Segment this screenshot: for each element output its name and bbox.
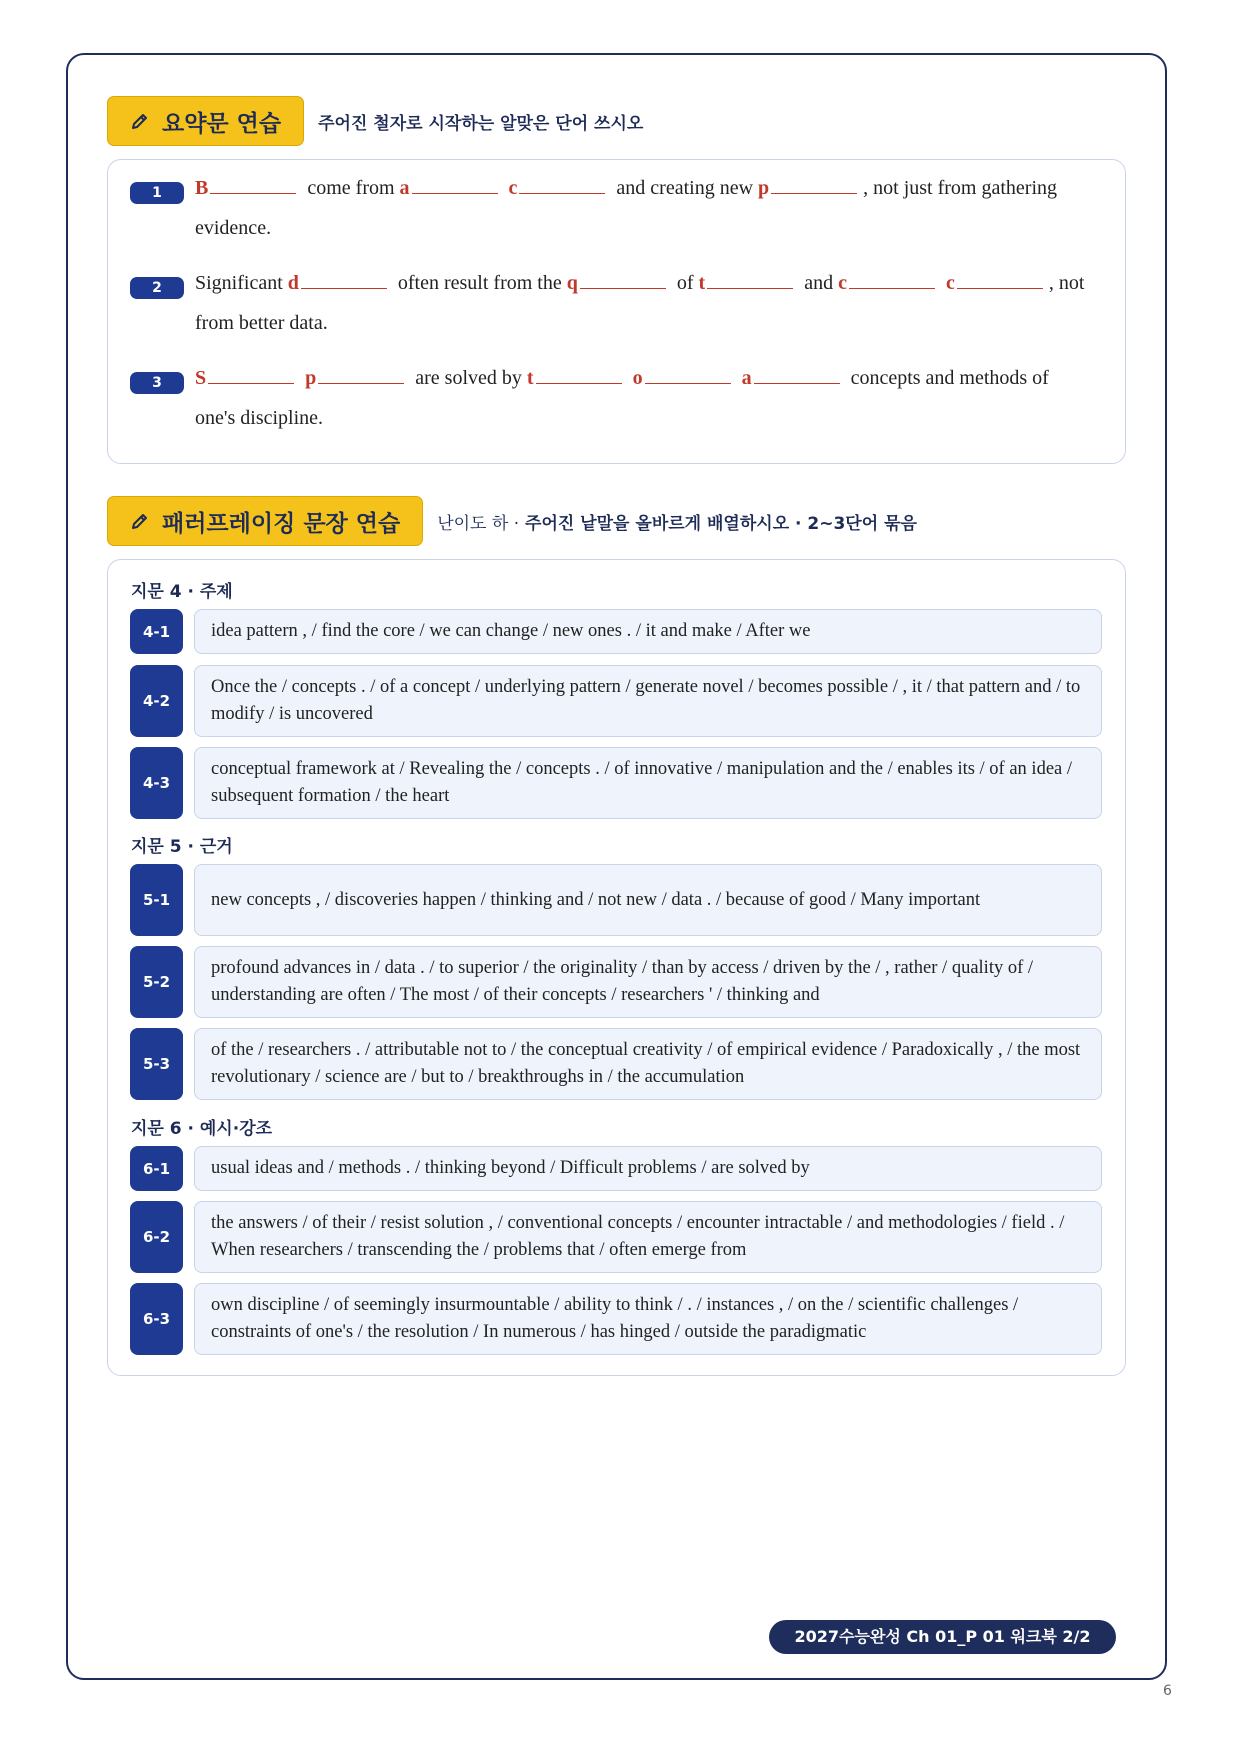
blank-field[interactable] (210, 171, 296, 194)
sentence-text: often result from the (397, 272, 562, 294)
item-number: 1 (130, 182, 184, 204)
summary-sentence (195, 263, 1105, 343)
page-number: 6 (1163, 1683, 1172, 1699)
sentence-text: evidence. (195, 217, 272, 239)
paraphrase-row (130, 1201, 1102, 1273)
group-title: 지문 6 · 예시·강조 (131, 1119, 273, 1139)
sentence-text: of (676, 272, 694, 294)
pencil-icon (130, 111, 150, 131)
initial-letter: a (399, 177, 410, 199)
initial-letter: o (632, 367, 643, 389)
initial-letter: q (566, 272, 578, 294)
summary-sentence (195, 358, 1105, 438)
initial-letter: p (305, 367, 317, 389)
sentence-text: come from (307, 177, 395, 199)
paraphrase-instruction (437, 509, 917, 534)
summary-section-tag (107, 96, 304, 146)
blank-field[interactable] (412, 171, 498, 194)
group-title: 지문 5 · 근거 (131, 837, 233, 857)
footer-badge: 2027수능완성 Ch 01_P 01 워크북 2/2 (769, 1620, 1116, 1654)
word-chunks: new concepts , / discoveries happen / thinking and / not new / data . / because of good / Many important (194, 864, 1102, 936)
blank-field[interactable] (754, 361, 840, 384)
initial-letter: c (838, 272, 847, 294)
initial-letter: a (741, 367, 752, 389)
paraphrase-row (130, 747, 1102, 819)
word-chunks: Once the / concepts . / of a concept / underlying pattern / generate novel / becomes possible / , it / that pattern and / to modify / is uncovered (194, 665, 1102, 737)
blank-field[interactable] (318, 361, 404, 384)
blank-field[interactable] (771, 171, 857, 194)
initial-letter: d (287, 272, 299, 294)
summary-instruction: 주어진 철자로 시작하는 알맞은 단어 쓰시오 (318, 113, 644, 134)
sentence-text: and (804, 272, 834, 294)
blank-field[interactable] (849, 266, 935, 289)
sentence-text: concepts and methods of (850, 367, 1049, 389)
difficulty-label: 난이도 하 · (437, 513, 520, 534)
summary-box (107, 159, 1126, 464)
blank-field[interactable] (208, 361, 294, 384)
paraphrase-row (130, 1283, 1102, 1355)
summary-section-header (107, 95, 643, 147)
word-chunks: conceptual framework at / Revealing the / concepts . / of innovative / manipulation and the / enables its / of an idea / subsequent formation / the heart (194, 747, 1102, 819)
word-chunks: profound advances in / data . / to superior / the originality / than by access / driven by the / , rather / quality of / understanding are often / The most / of their concepts / researchers ' / thinking and (194, 946, 1102, 1018)
row-number: 4-1 (130, 609, 183, 654)
instruction-text: 주어진 낱말을 올바르게 배열하시오 · 2~3단어 묶음 (525, 513, 917, 534)
sentence-text: one's discipline. (195, 407, 324, 429)
word-chunks: own discipline / of seemingly insurmountable / ability to think / . / instances , / on the / scientific challenges / constraints of one's / the resolution / In numerous / has hinged / outside the paradigmatic (194, 1283, 1102, 1355)
initial-letter: c (945, 272, 955, 294)
blank-field[interactable] (707, 266, 793, 289)
item-number: 3 (130, 372, 184, 394)
blank-field[interactable] (536, 361, 622, 384)
paraphrase-row (130, 609, 1102, 654)
initial-letter: B (195, 177, 209, 199)
sentence-text: Significant (195, 272, 283, 294)
initial-letter: S (195, 367, 207, 389)
blank-field[interactable] (519, 171, 605, 194)
sentence-text: , not just from gathering (863, 177, 1058, 199)
paraphrase-row (130, 665, 1102, 737)
word-chunks: idea pattern , / find the core / we can change / new ones . / it and make / After we (194, 609, 1102, 654)
summary-section-title: 요약문 연습 (162, 110, 282, 137)
sentence-text: from better data. (195, 312, 328, 334)
row-number: 5-1 (130, 864, 183, 936)
sentence-text: are solved by (415, 367, 522, 389)
paraphrase-row (130, 946, 1102, 1018)
row-number: 6-1 (130, 1146, 183, 1191)
blank-field[interactable] (580, 266, 666, 289)
row-number: 6-2 (130, 1201, 183, 1273)
group-title: 지문 4 · 주제 (131, 582, 233, 602)
paraphrase-row (130, 864, 1102, 936)
initial-letter: p (758, 177, 770, 199)
row-number: 4-3 (130, 747, 183, 819)
word-chunks: of the / researchers . / attributable not to / the conceptual creativity / of empirical evidence / Paradoxically , / the most revolutionary / science are / but to / breakthroughs in / the accumulation (194, 1028, 1102, 1100)
pencil-icon (130, 511, 150, 531)
blank-field[interactable] (957, 266, 1043, 289)
item-number: 2 (130, 277, 184, 299)
blank-field[interactable] (645, 361, 731, 384)
initial-letter: t (698, 272, 706, 294)
paraphrase-row (130, 1146, 1102, 1191)
row-number: 5-2 (130, 946, 183, 1018)
blank-field[interactable] (301, 266, 387, 289)
word-chunks: the answers / of their / resist solution , / conventional concepts / encounter intractable / and methodologies / field . / When researchers / transcending the / problems that / often emerge from (194, 1201, 1102, 1273)
row-number: 4-2 (130, 665, 183, 737)
summary-sentence (195, 168, 1105, 248)
paraphrase-section-tag (107, 496, 423, 546)
paraphrase-section-title: 패러프레이징 문장 연습 (162, 510, 401, 537)
word-chunks: usual ideas and / methods . / thinking beyond / Difficult problems / are solved by (194, 1146, 1102, 1191)
row-number: 6-3 (130, 1283, 183, 1355)
paraphrase-row (130, 1028, 1102, 1100)
paraphrase-section-header (107, 495, 917, 547)
row-number: 5-3 (130, 1028, 183, 1100)
initial-letter: t (526, 367, 534, 389)
sentence-text: and creating new (616, 177, 754, 199)
sentence-text: , not (1048, 272, 1085, 294)
initial-letter: c (508, 177, 518, 199)
